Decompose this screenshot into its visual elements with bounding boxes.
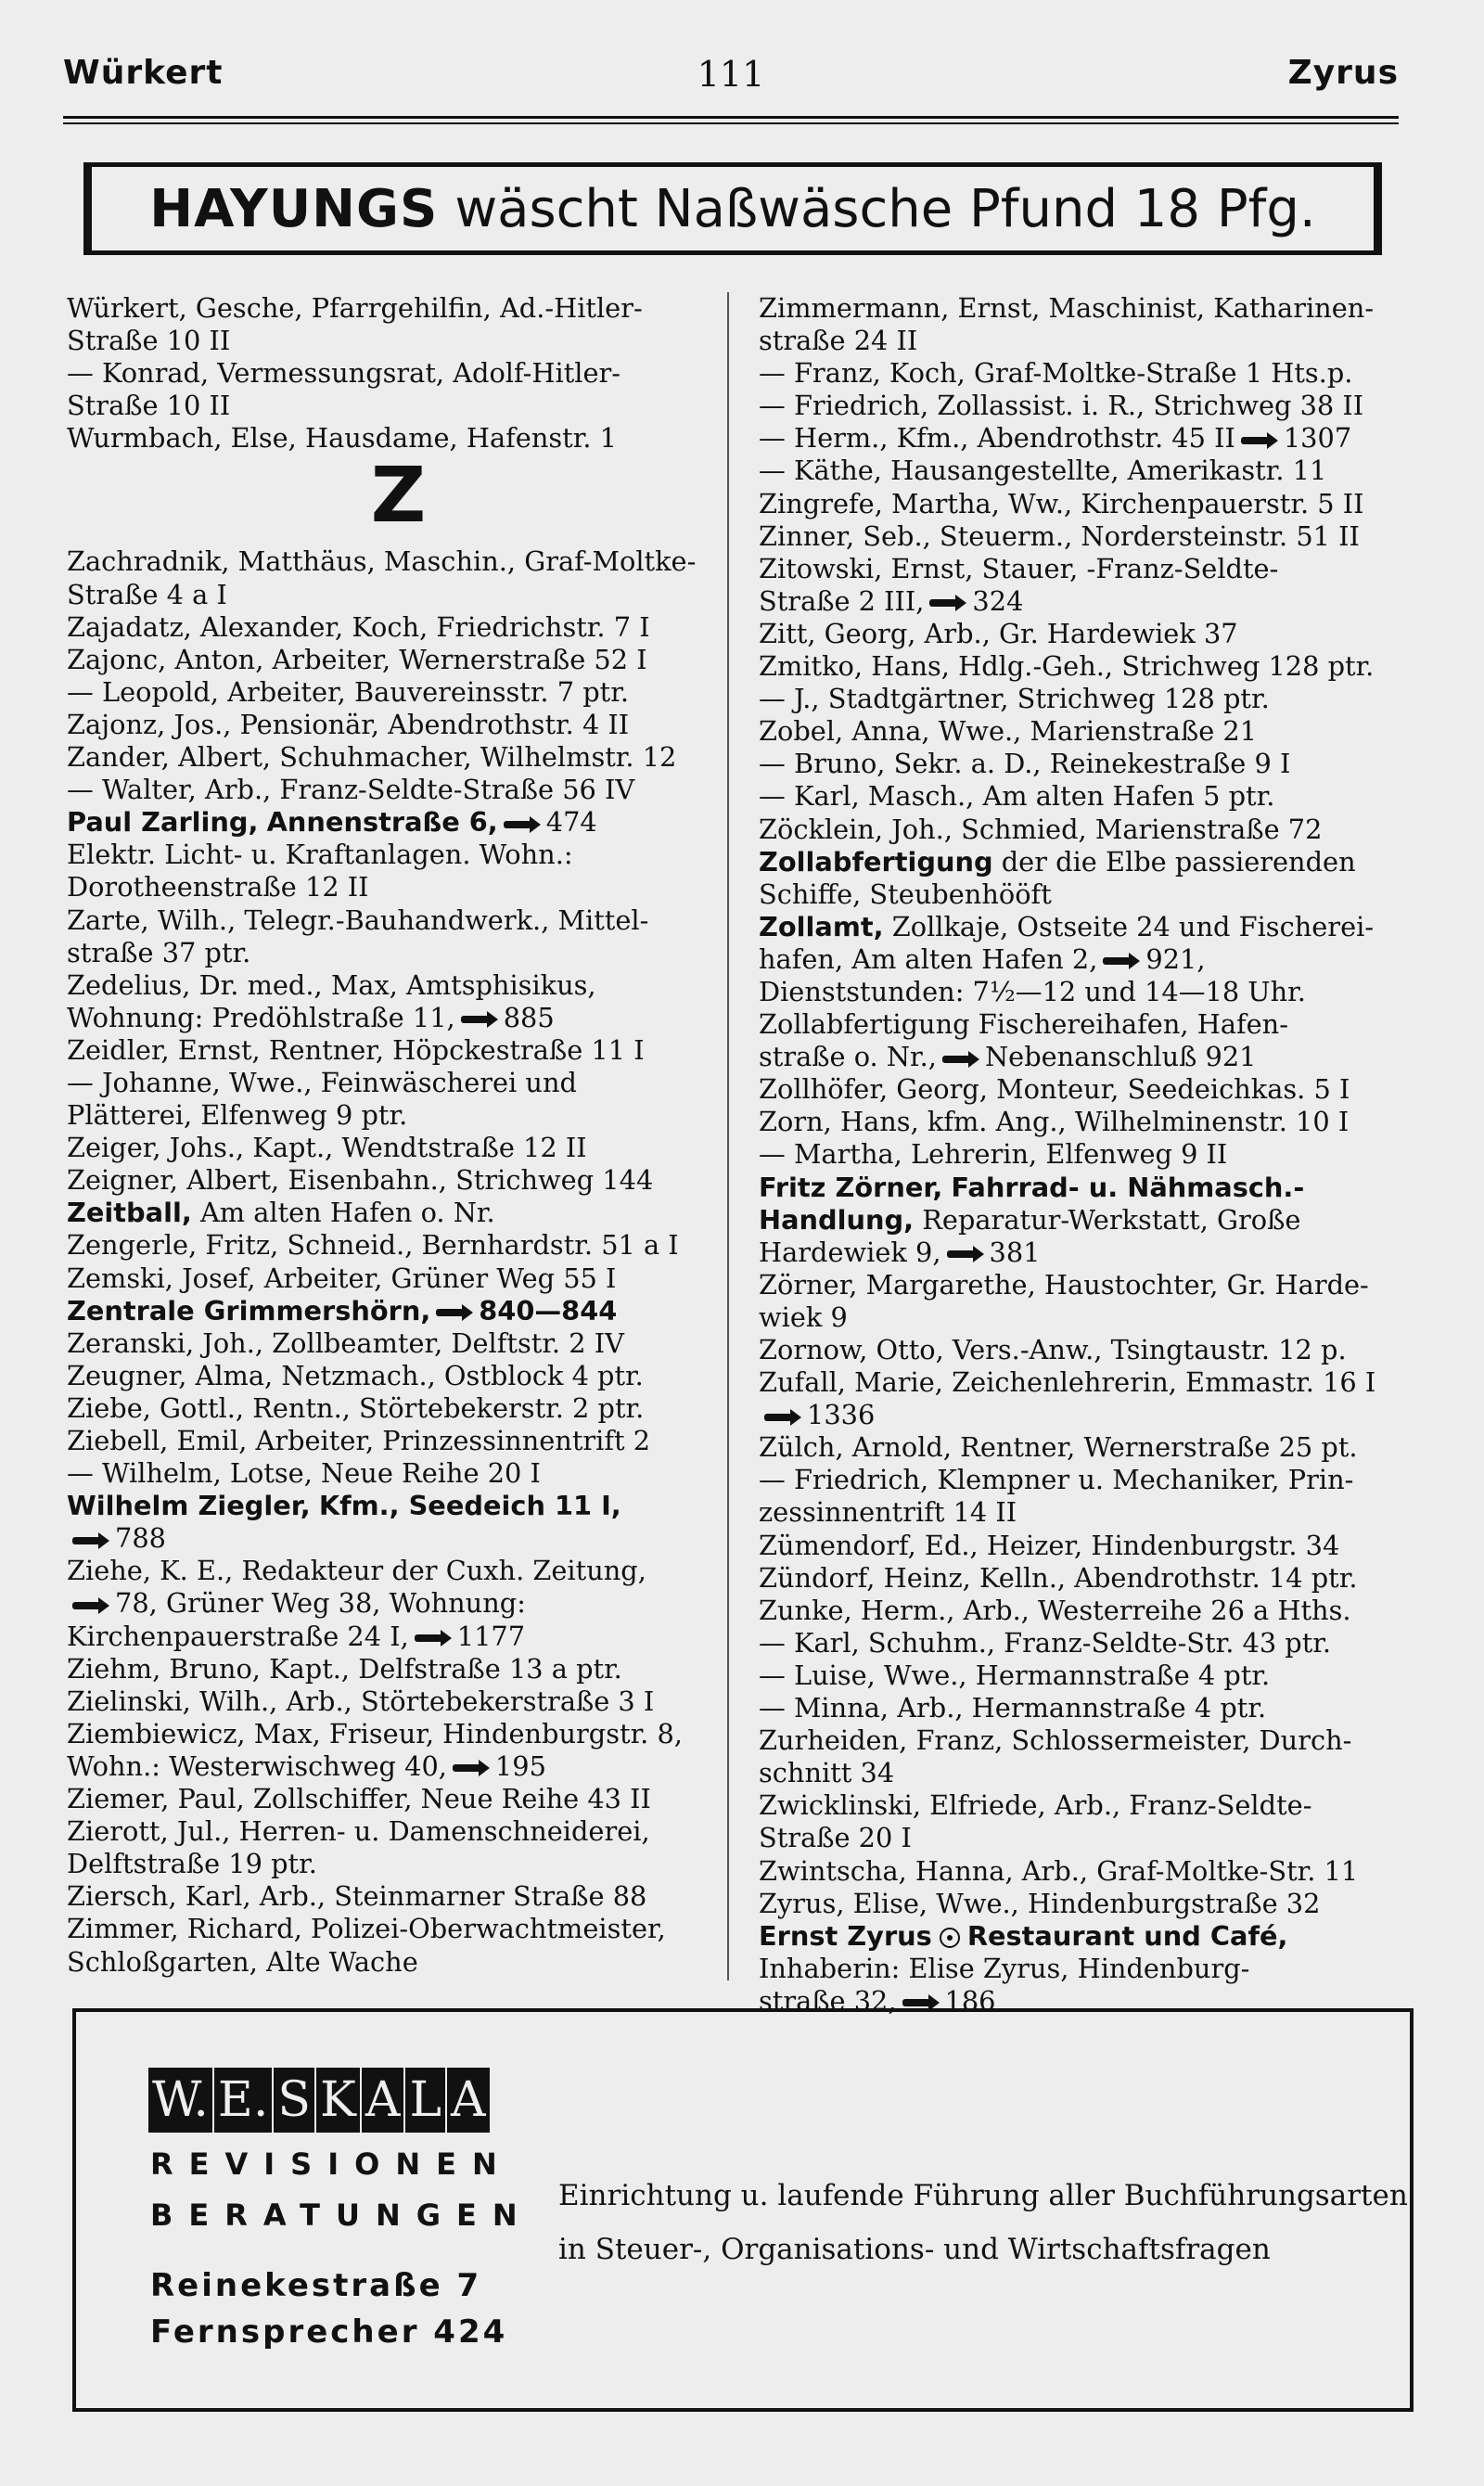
entry-line: Zornow, Otto, Vers.-Anw., Tsingtaustr. 12 p. [759, 1334, 1347, 1365]
directory-entry [67, 644, 730, 676]
directory-entry [759, 1334, 1422, 1366]
directory-entry [67, 904, 730, 969]
directory-entry-zitowski: Zitowski, Ernst, Stauer, -Franz-Seldte- Straße 2 III, 324 [759, 552, 1279, 617]
directory-entry [759, 1627, 1422, 1659]
entry-line: — Martha, Lehrerin, Elfenweg 9 II [759, 1138, 1228, 1171]
entry-line: Straße 20 I [759, 1822, 912, 1854]
entry-line: — Karl, Masch., Am alten Hafen 5 ptr. [759, 780, 1275, 813]
directory-entry [67, 1360, 730, 1392]
entry-line: Zielinski, Wilh., Arb., Störtebekerstraße 3 I [67, 1685, 655, 1717]
directory-entry [759, 1595, 1422, 1627]
section-letter: Z [370, 452, 427, 541]
entry-line: Delftstraße 19 ptr. [67, 1848, 317, 1880]
running-head [63, 54, 1399, 100]
skala-logo [148, 2068, 492, 2133]
ad-description-1: Einrichtung u. laufende Führung aller Buchführungsarten [558, 2179, 1408, 2212]
directory-entry [67, 1164, 730, 1197]
directory-entry [67, 545, 730, 610]
entry-line: — Johanne, Wwe., Feinwäscherei und [67, 1066, 577, 1098]
directory-entry [67, 1653, 730, 1685]
directory-entry [67, 422, 730, 455]
entry-line: Zinner, Seb., Steuerm., Nordersteinstr. 51 II [759, 519, 1360, 552]
entry-line: straße 24 II [759, 325, 918, 357]
left-column [67, 292, 730, 1979]
entry-line: schnitt 34 [759, 1757, 895, 1789]
entry-line: Zmitko, Hans, Hdlg.-Geh., Strichweg 128 ptr. [759, 650, 1375, 683]
logo-letter: L [405, 2068, 447, 2133]
directory-entry [67, 1067, 730, 1132]
telephone-icon [929, 596, 966, 609]
directory-entry [759, 1106, 1422, 1138]
entry-line: Zachradnik, Matthäus, Maschin., Graf-Moltke- [67, 545, 697, 578]
ad-description-2: in Steuer-, Organisations- und Wirtschaftsfragen [558, 2233, 1271, 2266]
directory-entry [759, 1138, 1422, 1171]
directory-entry [759, 1562, 1422, 1595]
entry-line: Straße 10 II [67, 390, 231, 422]
directory-entry [67, 1425, 730, 1457]
directory-entry [67, 292, 730, 357]
logo-letter: A [362, 2068, 406, 2133]
directory-entry [67, 1034, 730, 1067]
directory-entry-zedelius: Zedelius, Dr. med., Max, Amtsphisikus, Wohnung: Predöhlstraße 11, 885 [67, 968, 596, 1033]
directory-entry-ziehe: Ziehe, K. E., Redakteur der Cuxh. Zeitung, 78, Grüner Weg 38, Wohnung: Kirchenpauerstraße 24 I, 1177 [67, 1555, 646, 1652]
entry-line: Zeranski, Joh., Zollbeamter, Delftstr. 2 IV [67, 1326, 624, 1359]
directory-entry-zeitball: Zeitball, Am alten Hafen o. Nr. [67, 1197, 495, 1229]
entry-line: Zörner, Margarethe, Haustochter, Gr. Harde- [759, 1268, 1369, 1301]
telephone-icon [947, 1248, 984, 1261]
skala-advertisement [72, 2008, 1414, 2412]
directory-entry [759, 1269, 1422, 1334]
directory-entry [759, 1073, 1422, 1106]
entry-line: Straße 4 a I [67, 578, 227, 610]
directory-entry [759, 1464, 1422, 1529]
entry-line: Zander, Albert, Schuhmacher, Wilhelmstr. 12 [67, 741, 677, 774]
directory-entry [759, 1659, 1422, 1692]
directory-entry [759, 455, 1422, 487]
running-head-left: Würkert [63, 54, 224, 92]
entry-line: Zunke, Herm., Arb., Westerreihe 26 a Hths. [759, 1594, 1351, 1626]
entry-line: Zierott, Jul., Herren- u. Damenschneiderei, [67, 1815, 650, 1848]
entry-line: — Franz, Koch, Graf-Moltke-Straße 1 Hts.p. [759, 357, 1353, 390]
entry-line: Zeidler, Ernst, Rentner, Höpckestraße 11 I [67, 1033, 645, 1066]
restaurant-symbol-icon [940, 1928, 960, 1948]
entry-line: Zorn, Hans, kfm. Ang., Wilhelminenstr. 10 I [759, 1106, 1350, 1138]
entry-line: Zajonc, Anton, Arbeiter, Wernerstraße 52 I [67, 643, 647, 675]
entry-line: Zurheiden, Franz, Schlossermeister, Durch- [759, 1724, 1352, 1757]
entry-line: — Wilhelm, Lotse, Neue Reihe 20 I [67, 1457, 541, 1490]
entry-line: — Minna, Arb., Hermannstraße 4 ptr. [759, 1692, 1267, 1724]
entry-line: Zajadatz, Alexander, Koch, Friedrichstr. 7 I [67, 610, 650, 643]
telephone-icon [72, 1534, 109, 1547]
directory-entry [759, 292, 1422, 357]
directory-entry-zoerner: Fritz Zörner, Fahrrad- u. Nähmasch.- Handlung, Reparatur-Werkstatt, Große Hardewiek 9, 381 [759, 1171, 1305, 1268]
logo-letter: A [447, 2068, 492, 2133]
entry-line: — Konrad, Vermessungsrat, Adolf-Hitler- [67, 357, 621, 390]
telephone-icon [942, 1053, 979, 1066]
entry-line: Zwintscha, Hanna, Arb., Graf-Moltke-Str. 11 [759, 1854, 1359, 1887]
directory-entry-herm: — Herm., Kfm., Abendrothstr. 45 II 1307 [759, 422, 1352, 455]
directory-entry [67, 1815, 730, 1880]
directory-entry [759, 1530, 1422, 1562]
telephone-icon [1241, 434, 1278, 447]
entry-name: Paul Zarling, [67, 806, 259, 839]
entry-line: — Luise, Wwe., Hermannstraße 4 ptr. [759, 1659, 1271, 1691]
entry-line: Ziersch, Karl, Arb., Steinmarner Straße 88 [67, 1880, 647, 1913]
ad-beratungen: BERATUNGEN [150, 2198, 533, 2233]
entry-line: wiek 9 [759, 1301, 848, 1333]
directory-entry [67, 1392, 730, 1425]
entry-line: Zülch, Arnold, Rentner, Wernerstraße 25 pt. [759, 1431, 1358, 1464]
directory-entry [67, 676, 730, 709]
entry-line: — Friedrich, Zollassist. i. R., Strichweg 38 II [759, 390, 1364, 422]
entry-line: Wurmbach, Else, Hausdame, Hafenstr. 1 [67, 422, 617, 455]
directory-entry [759, 357, 1422, 390]
entry-line: — Käthe, Hausangestellte, Amerikastr. 11 [759, 455, 1327, 487]
directory-entry-zarling: Paul Zarling, Annenstraße 6, 474 Elektr. Licht- u. Kraftanlagen. Wohn.: Dorotheenstraße 12 II [67, 806, 597, 903]
logo-letter: K [316, 2068, 362, 2133]
directory-entry [759, 683, 1422, 715]
directory-entry [759, 780, 1422, 813]
logo-letter: S [274, 2068, 316, 2133]
directory-entry-zufall: Zufall, Marie, Zeichenlehrerin, Emmastr. 16 I 1336 [759, 1366, 1376, 1431]
directory-entry-zollabfertigung: Zollabfertigung der die Elbe passierenden Schiffe, Steubenhööft [759, 845, 1356, 910]
ad-phone: Fernsprecher 424 [150, 2313, 508, 2351]
directory-entry [759, 715, 1422, 748]
logo-letter: E. [214, 2068, 275, 2133]
entry-line: — Friedrich, Klempner u. Mechaniker, Prin- [759, 1464, 1354, 1496]
entry-line: Plätterei, Elfenweg 9 ptr. [67, 1099, 408, 1132]
directory-entry [67, 741, 730, 774]
directory-entry [759, 650, 1422, 683]
right-column [759, 292, 1422, 2018]
directory-entry [67, 357, 730, 422]
directory-entry [67, 709, 730, 741]
ad-address: Reinekestraße 7 [150, 2267, 482, 2304]
directory-entry [759, 1789, 1422, 1854]
telephone-icon [72, 1599, 109, 1612]
directory-entry [759, 1888, 1422, 1920]
directory-entry-ziembiewicz: Ziembiewicz, Max, Friseur, Hindenburgstr. 8, Wohn.: Westerwischweg 40, 195 [67, 1717, 683, 1782]
directory-entry-zentrale: Zentrale Grimmershörn, 840—844 [67, 1294, 618, 1326]
entry-line: Zingrefe, Martha, Ww., Kirchenpauerstr. 5 II [759, 487, 1364, 519]
entry-line: Zobel, Anna, Wwe., Marienstraße 21 [759, 715, 1258, 748]
entry-line: Ziemer, Paul, Zollschiffer, Neue Reihe 43 II [67, 1783, 651, 1815]
entry-line: Zeigner, Albert, Eisenbahn., Strichweg 144 [67, 1164, 654, 1197]
banner-brand: HAYUNGS [149, 178, 439, 239]
telephone-icon [461, 1013, 498, 1026]
telephone-icon [504, 818, 541, 831]
directory-entry [759, 1431, 1422, 1464]
entry-line: Zengerle, Fritz, Schneid., Bernhardstr. 51 a I [67, 1229, 679, 1262]
entry-line: Zimmermann, Ernst, Maschinist, Katharinen- [759, 292, 1375, 324]
directory-entry [67, 1913, 730, 1978]
header-rule [63, 116, 1399, 119]
entry-line: Straße 10 II [67, 325, 231, 357]
entry-line: Würkert, Gesche, Pfarrgehilfin, Ad.-Hitler- [67, 292, 643, 324]
telephone-icon [415, 1632, 452, 1645]
entry-line: Zümendorf, Ed., Heizer, Hindenburgstr. 34 [759, 1529, 1340, 1561]
entry-line: — Karl, Schuhm., Franz-Seldte-Str. 43 ptr. [759, 1626, 1332, 1659]
entry-line: Ziebell, Emil, Arbeiter, Prinzessinnentrift 2 [67, 1425, 651, 1456]
entry-line: Schloßgarten, Alte Wache [67, 1945, 418, 1978]
directory-entry [67, 1880, 730, 1913]
entry-line: straße 37 ptr. [67, 936, 251, 968]
entry-line: Zeiger, Johs., Kapt., Wendtstraße 12 II [67, 1132, 587, 1164]
entry-line: Zündorf, Heinz, Kelln., Abendrothstr. 14 ptr. [759, 1561, 1358, 1594]
directory-entry [759, 1855, 1422, 1888]
entry-line: Zwicklinski, Elfriede, Arb., Franz-Seldte- [759, 1789, 1312, 1822]
directory-entry [67, 1262, 730, 1295]
directory-entry-zollamt: Zollamt, Zollkaje, Ostseite 24 und Fischerei- hafen, Am alten Hafen 2, 921, Dienststunden: 7½—12 und 14—18 Uhr. Zollabfertigung Fischereihafen, Hafen- straße o. Nr., Nebenanschluß 921 [759, 910, 1375, 1073]
directory-entry [67, 1783, 730, 1815]
entry-line: zessinnentrift 14 II [759, 1496, 1017, 1529]
entry-line: Ziehm, Bruno, Kapt., Delfstraße 13 a ptr. [67, 1652, 622, 1685]
directory-entry [759, 390, 1422, 422]
directory-entry [67, 1685, 730, 1718]
entry-line: Zeugner, Alma, Netzmach., Ostblock 4 ptr. [67, 1359, 644, 1391]
entry-line: Zimmer, Richard, Polizei-Oberwachtmeister, [67, 1913, 666, 1945]
directory-entry [759, 1724, 1422, 1789]
telephone-icon [436, 1306, 473, 1319]
entry-line: Zitt, Georg, Arb., Gr. Hardewiek 37 [759, 617, 1238, 649]
telephone-icon [453, 1762, 490, 1775]
hayungs-ad-banner [83, 162, 1382, 255]
entry-line: Zöcklein, Joh., Schmied, Marienstraße 72 [759, 813, 1323, 845]
directory-entry [67, 611, 730, 644]
entry-line: Zarte, Wilh., Telegr.-Bauhandwerk., Mittel- [67, 903, 649, 936]
ad-revisionen: REVISIONEN [150, 2146, 513, 2182]
entry-line: Zollhöfer, Georg, Monteur, Seedeichkas. 5 I [759, 1073, 1350, 1106]
directory-entry [67, 1327, 730, 1360]
directory-entry [759, 488, 1422, 520]
entry-line: — J., Stadtgärtner, Strichweg 128 ptr. [759, 683, 1270, 715]
entry-line: Zajonz, Jos., Pensionär, Abendrothstr. 4 II [67, 708, 630, 740]
entry-line: — Bruno, Sekr. a. D., Reinekestraße 9 I [759, 748, 1291, 780]
directory-entry [759, 748, 1422, 780]
banner-text: wäscht Naßwäsche Pfund 18 Pfg. [454, 178, 1316, 239]
directory-entry [67, 1229, 730, 1262]
directory-entry [759, 618, 1422, 650]
entry-line: — Leopold, Arbeiter, Bauvereinsstr. 7 ptr. [67, 675, 629, 708]
running-head-right: Zyrus [1287, 54, 1399, 92]
directory-entry-ziegler: Wilhelm Ziegler, Kfm., Seedeich 11 I, 788 [67, 1490, 621, 1555]
entry-line: Ziebe, Gottl., Rentn., Störtebekerstr. 2 ptr. [67, 1391, 645, 1424]
directory-entry [759, 1692, 1422, 1724]
page-number: 111 [697, 54, 765, 95]
entry-line: Zemski, Josef, Arbeiter, Grüner Weg 55 I [67, 1262, 617, 1294]
entry-line: Zyrus, Elise, Wwe., Hindenburgstraße 32 [759, 1887, 1321, 1919]
telephone-icon [764, 1411, 801, 1424]
directory-entry [759, 520, 1422, 553]
directory-entry [67, 1457, 730, 1490]
logo-letter: W. [148, 2068, 214, 2133]
telephone-icon [1103, 955, 1140, 967]
entry-line: — Walter, Arb., Franz-Seldte-Straße 56 IV [67, 774, 635, 806]
directory-entry [67, 1132, 730, 1164]
directory-entry [759, 814, 1422, 846]
directory-entry [67, 774, 730, 806]
directory-entry-zyrus-restaurant: Ernst Zyrus Restaurant und Café, Inhaberin: Elise Zyrus, Hindenburg- straße 32, 186 [759, 1919, 1288, 2017]
header-rule-thin [63, 122, 1399, 124]
